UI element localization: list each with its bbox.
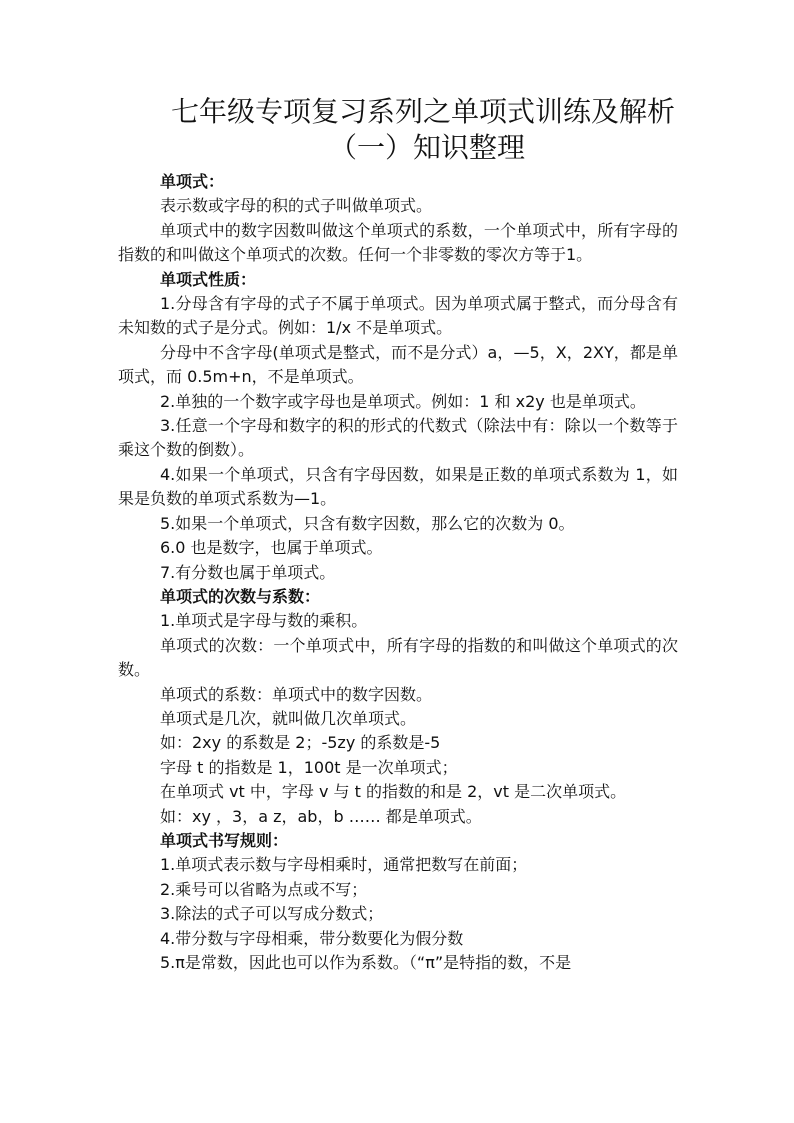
paragraph: 5.π是常数，因此也可以作为系数。（“π”是特指的数，不是 — [160, 953, 572, 972]
paragraph: 如：2xy 的系数是 2；-5zy 的系数是-5 — [160, 733, 441, 753]
paragraph: 2.单独的一个数字或字母也是单项式。例如：1 和 x2y 也是单项式。 — [160, 391, 646, 411]
paragraph: 如：xy ，3，a z，ab，b …… 都是单项式。 — [160, 806, 482, 826]
paragraph: 7.有分数也属于单项式。 — [160, 562, 336, 582]
paragraph: 3.除法的式子可以写成分数式； — [160, 904, 384, 924]
paragraph: 分母中不含字母(单项式是整式，而不是分式）a，—5，X，2XY，都是单项式，而 0.5m+n，不是单项式。 — [118, 342, 678, 387]
section-heading: 单项式性质： — [160, 269, 257, 289]
paragraph: 2.乘号可以省略为点或不写； — [160, 879, 368, 899]
document-body — [118, 170, 678, 975]
paragraph: 1.单项式表示数与字母相乘时，通常把数写在前面； — [160, 855, 528, 875]
paragraph: 表示数或字母的积的式子叫做单项式。 — [160, 196, 433, 216]
section-heading: 单项式的次数与系数： — [160, 586, 321, 606]
paragraph: 单项式的次数：一个单项式中，所有字母的指数的和叫做这个单项式的次数。 — [118, 635, 678, 680]
paragraph: 单项式的系数：单项式中的数字因数。 — [160, 684, 433, 704]
paragraph: 1.单项式是字母与数的乘积。 — [160, 611, 368, 631]
paragraph: 4.带分数与字母相乘，带分数要化为假分数 — [160, 928, 464, 948]
paragraph: 5.如果一个单项式，只含有数字因数，那么它的次数为 0。 — [160, 513, 575, 533]
paragraph: 单项式中的数字因数叫做这个单项式的系数，一个单项式中，所有字母的指数的和叫做这个单项式的次数。任何一个非零数的零次方等于1。 — [118, 220, 678, 265]
paragraph: 3.任意一个字母和数字的积的形式的代数式（除法中有：除以一个数等于乘这个数的倒数）。 — [118, 416, 678, 460]
paragraph: 字母 t 的指数是 1，100t 是一次单项式； — [160, 757, 458, 777]
document-title: 七年级专项复习系列之单项式训练及解析 — [170, 95, 675, 128]
paragraph: 6.0 也是数字，也属于单项式。 — [160, 538, 383, 558]
section-heading: 单项式： — [160, 172, 225, 191]
paragraph: 单项式是几次，就叫做几次单项式。 — [160, 708, 417, 728]
paragraph: 1.分母含有字母的式子不属于单项式。因为单项式属于整式，而分母含有未知数的式子是分式。例如：1/x 不是单项式。 — [118, 294, 678, 338]
paragraph: 在单项式 vt 中，字母 v 与 t 的指数的和是 2，vt 是二次单项式。 — [160, 782, 627, 802]
paragraph: 4.如果一个单项式，只含有字母因数，如果是正数的单项式系数为 1，如果是负数的单项式系数为—1。 — [118, 464, 678, 509]
section-title: （一）知识整理 — [328, 131, 525, 164]
section-heading: 单项式书写规则： — [160, 830, 289, 850]
